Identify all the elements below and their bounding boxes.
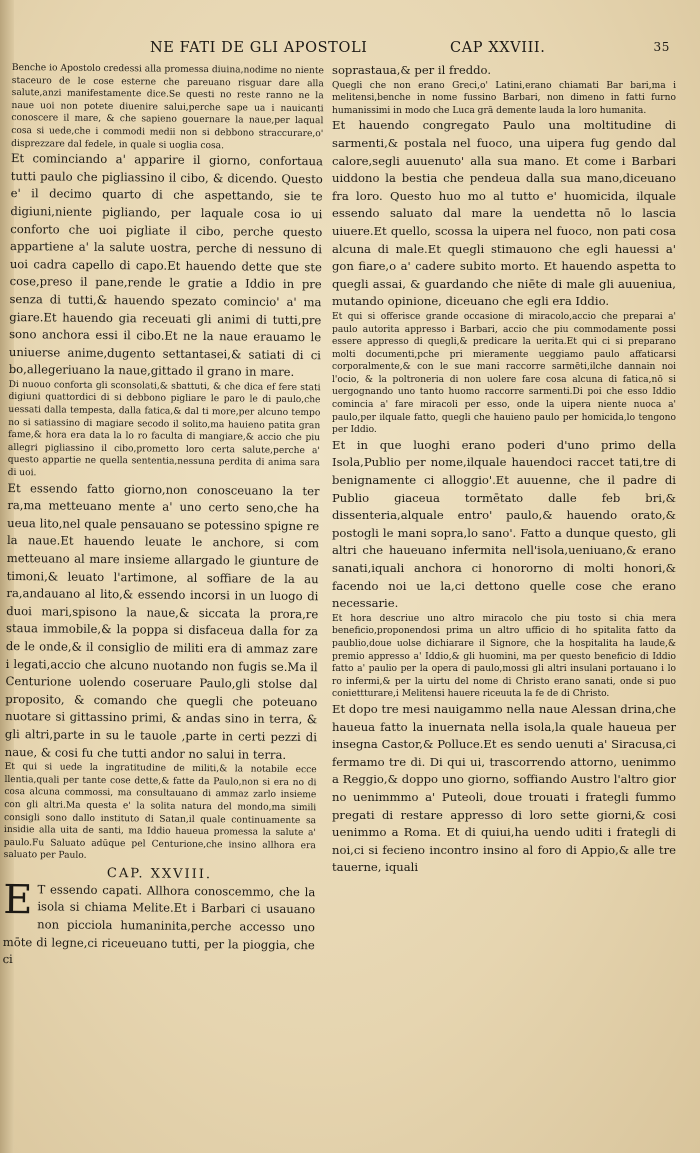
page-number: 35 [653, 40, 670, 54]
commentary-paragraph: Et qui si offerisce grande occasione di miracolo,accio che preparai a' paulo autorita appresso i Barbari, accio che piu commodamente possi essere appresso di quegli,& predicare la uerita.Et qui ci si preparano molti documenti,pche pri mieramente ueggiamo paulo affaticarsi corporalmente,& con le sue mani raccorre sarmēti,ilche dannain noi l'ocio, & la poltroneria di non uolere fare cosa alcuna di fatica,nō si uergognando uno tanto huomo raccorre sarmenti.Di poi che esso Iddio comincia a' fare miracoli per esso, onde la uipera niente nuoca a' paulo,per ilquale fatto, quegli che hauieno paulo per homicida,lo tengono per Iddio. [332, 311, 676, 436]
commentary-paragraph: Di nuouo conforta gli sconsolati,& sbattuti, & che dica ef fere stati digiuni quattordici di si debbono pigliare le paro le di paulo,che uessati dalla tempesta, dalla fatica,& dal ti more,per alcuno tempo no si satiassino di magiare secodo il solito,ma hauieno patita gran fame,& hora era data la lo ro faculta di mangiare,& accio che piu allegri pigliassino il cibo,prometto loro certa salute,perche a' questo appartie ne quella sententia,nessuna perdita di anima sara di uoi. [7, 379, 321, 479]
right-column [332, 62, 676, 1122]
chapter-heading: CAP. XXVIII. [106, 865, 213, 883]
drop-cap-letter: E [2, 876, 33, 924]
commentary-paragraph: Et qui si uede la ingratitudine de militi,& la notabile ecce llentia,quali per tante cose dette,& fatte da Paulo,non si era no di cosa alcuna commossi, ma consultauano di ammaz zarlo insieme con gli altri.Ma questa e' la solita natura del mondo,ma simili consigli sono dallo instituto di Satan,il quale continuamente sa insidie alla uita de santi, ma Iddio haueua promessa la salute a' paulo.Fu Saluato adūque pel Centurione,che insino allhora era saluato per Paulo. [3, 762, 317, 862]
text-paragraph: Et hauendo congregato Paulo una moltitudine di sarmenti,& postala nel fuoco, una uipera fug gendo dal calore,segli auuenuto' alla sua mano. Et come i Barbari uiddono la bestia che pendeua dalla sua mano,diceuano fra loro. Questo huo mo al tutto e' huomicida, ilquale essendo saluato dal mare la uendetta nō lo lascia uiuere.Et quello, scossa la uipera nel fuoco, non pati cosa alcuna di male.Et quegli stimauono che egli hauessi a' gon fiare,o a' cadere subito morto. Et hauendo aspetta to quegli assai, & guardando che niēte di male gli auueniua, mutando opinione, diceuano che egli era Iddio. [332, 118, 676, 309]
text-paragraph: Et dopo tre mesi nauigammo nella naue Alessan drina,che haueua fatto la inuernata nella isola,la quale haueua per insegna Castor,& Polluce.Et es sendo uenuti a' Siracusa,ci fermamo tre di. Di qui ui, trascorrendo attorno, uenimmo a Reggio,& doppo uno giorno, soffiando Austro l'altro gior no uenimmmo a' Puteoli, doue trouati i frategli fummo pregati di restare appresso di loro sette giorni,& cosi uenimmo a Roma. Et di quiui,ha uendo uditi i frategli di noi,ci si fecieno incontro insino al foro di Appio,& alle tre tauerne, iquali [332, 701, 676, 875]
chapter-opening-paragraph [2, 876, 316, 972]
commentary-paragraph: Et hora descriue uno altro miracolo che piu tosto si chia mera beneficio,proponendosi prima un altro ufficio di ho spitalita fatto da paublio,doue uolse dichiarare il Signore, che la hospitalita ha laude,& premio appresso a' Iddio,& gli huomini, ma per questo beneficio di Iddio fatto a' paulio per la opera di paulo,mossi gli altri insulani portauano i lo ro infermi,& per la uirtu del nome di Christo erano sanati, onde si puo coniettturare,i Melitensi hauere riceuuta la fe de di Christo. [332, 613, 676, 700]
text-paragraph: soprastaua,& per il freddo. [332, 63, 492, 77]
chapter-opening-text: T essendo capati. Allhora conoscemmo, che la isola si chiama Melite.Et i Barbari ci usauano non picciola humaninita,perche accesso uno mōte di legne,ci riceueuano tutti, per la pioggia, che ci [2, 882, 316, 967]
running-title: NE FATI DE GLI APOSTOLI [150, 40, 368, 56]
running-header [150, 40, 670, 62]
left-column [1, 62, 324, 1133]
commentary-paragraph: Benche io Apostolo credessi alla promessa diuina,nodime no niente staceuro de le cose esterne che pareuano risguar dare alla salute,anzi manifestamente dice.Se questi no reste ranno ne la naue uoi non potete diuenire salui,perche sape ua i nauicanti conoscere il mare, & che sapieno gouernare la naue,per laqual cosa si uede,che i commodi medii non si debbono straccurare,o' disprezzare dal fedele, in quale si uoglia cosa. [11, 62, 324, 151]
text-paragraph: Et cominciando a' apparire il giorno, confortaua tutti paulo che pigliassino il cibo, & dicendo. Questo e' il decimo quarto di che aspettando, sie te digiuni,niente pigliando, per laquale cosa io ui conforto che uoi pigliate il cibo, perche questo appartiene a' la salute uostra, perche di nessuno di uoi cadra capello di capo.Et hauendo dette que ste cose,preso il pane,rende le gratie a Iddio in pre senza di tutti,& hauendo spezato comincio' a' ma giare.Et hauendo gia receuati gli animi di tutti,pre sono anchora essi il cibo.Et ne la naue erauamo le uniuerse anime,dugento settantasei,& satiati di ci bo,allegeriuano la naue,gittado il grano in mare. [8, 151, 324, 380]
text-paragraph: Et in que luoghi erano poderi d'uno primo della Isola,Publio per nome,ilquale hauendoci raccet tati,tre di benignamente ci alloggio'.Et auuenne, che il padre di Publio giaceua tormētato dalle feb bri,& dissenteria,alquale entro' paulo,& hauendo orato,& postogli le mani sopra,lo sano'. Fatto a dunque questo, gli altri che haueuano infermita nell'isola,ueniuano,& erano sanati,iquali anchora ci honororno di molti honori,& facendo noi ue la,ci dettono quelle cose che erano necessarie. [332, 437, 676, 611]
text-paragraph: Et essendo fatto giorno,non conosceuano la ter ra,ma metteuano mente a' uno certo seno,che ha ueua lito,nel quale pensauano se potessino spigne re la naue.Et hauendo leuate le anchore, si com metteuano al mare insieme allargado le giunture de timoni,& leuato l'artimone, al soffiare de la au ra,andauano al lito,& essendo incorsi in un luogo di duoi mari,spisono la naue,& siccata la prora,re staua immobile,& la poppa si disfaceua dalla for za de le onde,& il consiglio de militi era di ammaz zare i legati,accio che alcuno nuotando non fugis se.Ma il Centurione uolendo coseruare Paulo,gli stolse dal proposito, & comando che quegli che poteuano nuotare si gittassino primi, & andas sino in terra, & gli altri,parte in su le tauole ,parte in certi pezzi di naue, & cosi fu che tutti andor no salui in terra. [4, 480, 320, 762]
header-chapter: CAP XXVIII. [450, 40, 546, 56]
commentary-paragraph: Quegli che non erano Greci,o' Latini,erano chiamati Bar bari,ma i melitensi,benche in nome fussino Barbari, non dimeno in fatti furno humanissimi in modo che Luca grā demente lauda la loro humanita. [332, 80, 676, 116]
